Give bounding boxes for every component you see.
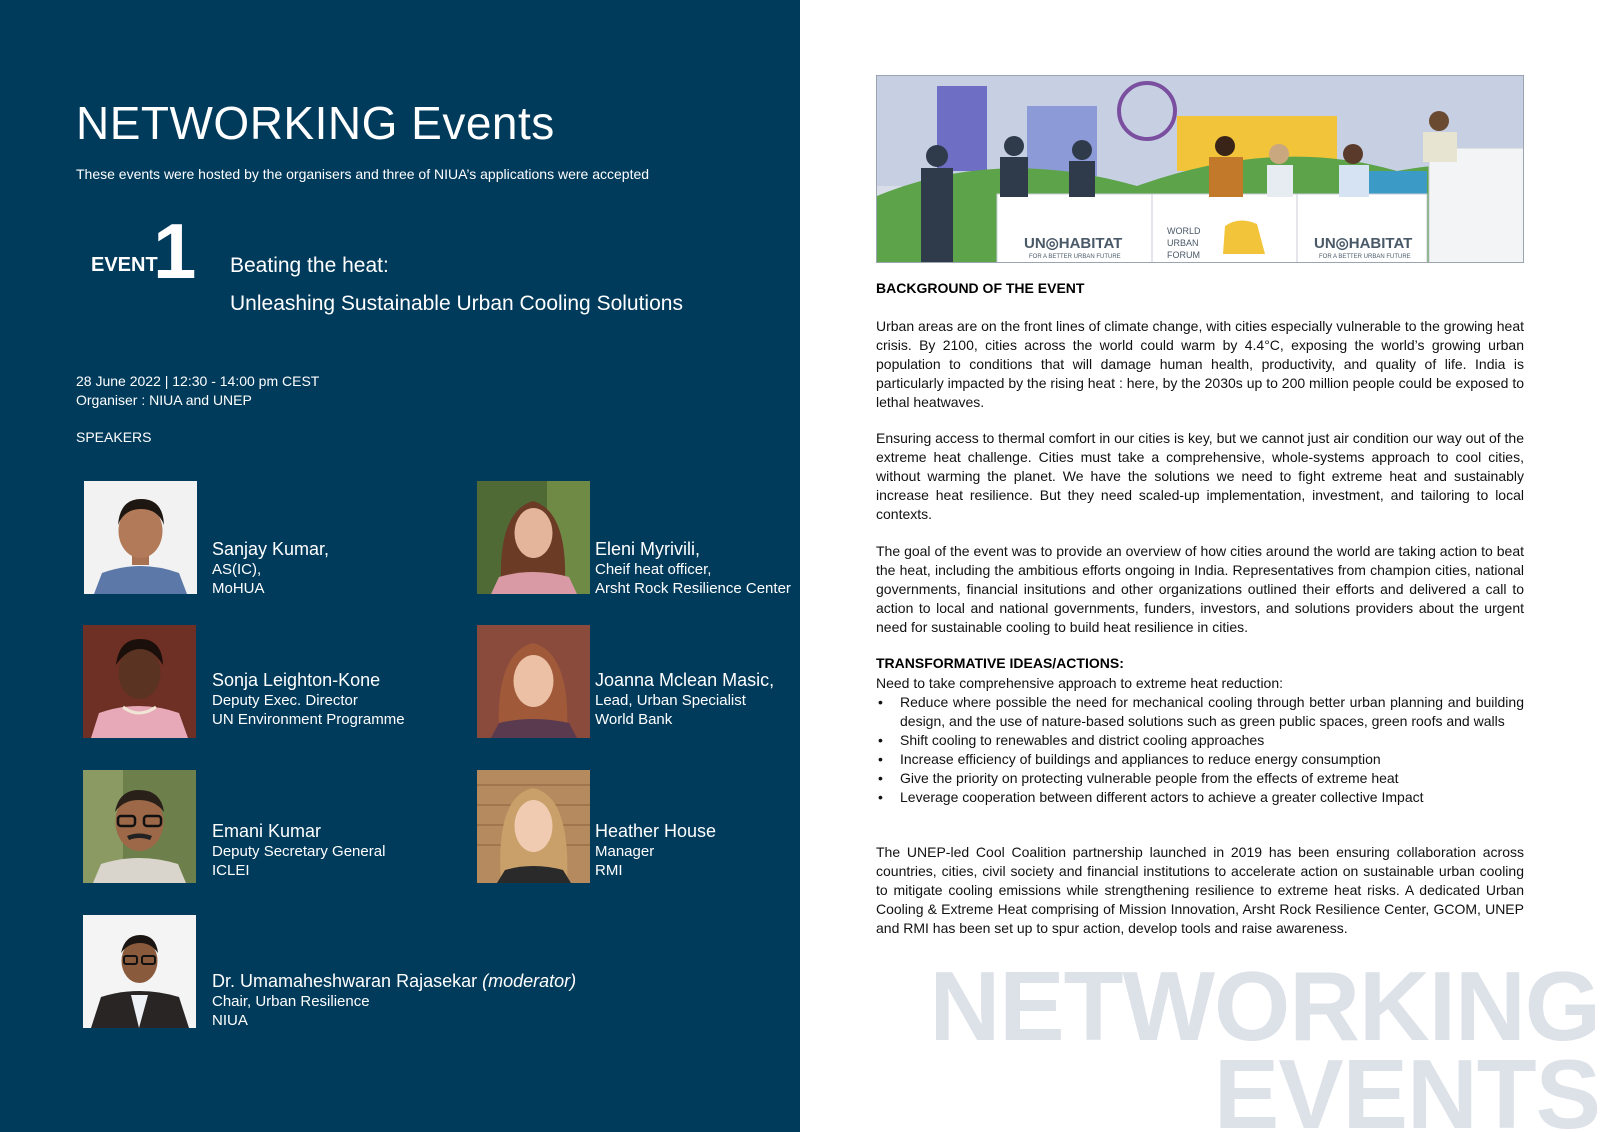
speaker-name: Emani Kumar — [212, 821, 322, 841]
watermark-line1: NETWORKING — [929, 951, 1600, 1061]
speaker-portrait-image — [477, 625, 590, 738]
photo-banner-right-sub: FOR A BETTER URBAN FUTURE — [1319, 254, 1411, 260]
speaker-photo — [83, 770, 196, 883]
speaker-role: Manager — [595, 843, 655, 860]
photo-banner-right: UN◎HABITAT — [1314, 235, 1413, 252]
event-organiser: Organiser : NIUA and UNEP — [76, 392, 252, 408]
background-paragraph-2: Ensuring access to thermal comfort in our cities is key, but we cannot just air condition our way out of the extreme heat challenge. Cities must take a comprehensive, whole-systems approach to cool cities, without warming the planet. We have the solutions we need to fight extreme heat and sustainably increase heat resilience. But they need scaled-up implementation, investment, and tailoring to local contexts. — [876, 430, 1524, 522]
speaker-photo — [83, 915, 196, 1028]
background-heading: BACKGROUND OF THE EVENT — [876, 280, 1085, 296]
speaker-org: UN Environment Programme — [212, 711, 405, 728]
speaker-role: Chair, Urban Resilience — [212, 993, 370, 1010]
speaker-role: AS(IC), — [212, 561, 262, 578]
speaker-name: Eleni Myrivili, — [595, 539, 701, 559]
right-panel — [800, 0, 1600, 1132]
speaker-name — [212, 971, 576, 992]
speaker-portrait-image — [477, 770, 590, 883]
speaker-photo — [84, 481, 197, 594]
ideas-heading: TRANSFORMATIVE IDEAS/ACTIONS: — [876, 655, 1124, 671]
speaker-portrait-image — [84, 481, 197, 594]
speaker-name: Heather House — [595, 821, 717, 841]
speaker-portrait-image — [83, 915, 196, 1028]
background-paragraph-1: Urban areas are on the front lines of climate change, with cities especially vulnerable to the growing heat crisis. By 2100, cities across the world could warm by 4.4°C, exposing the world’s growing urban population to conditions that will damage human health, productivity, and quality of life. India is particularly impacted by the rising heat : here, by the 2030s up to 200 million people could be exposed to lethal heatwaves. — [876, 318, 1524, 410]
event-number: 1 — [153, 207, 197, 295]
speaker-org: World Bank — [595, 711, 673, 728]
speaker-org: ICLEI — [212, 862, 250, 879]
event-photo — [876, 75, 1524, 263]
speaker-role: Deputy Exec. Director — [212, 692, 358, 709]
speaker-role: Cheif heat officer, — [595, 561, 712, 578]
speaker-name-text: Dr. Umamaheshwaran Rajasekar — [212, 971, 478, 991]
page-title: NETWORKING Events — [76, 97, 555, 149]
speaker-name: Sanjay Kumar, — [212, 539, 330, 559]
speaker-name: Sonja Leighton-Kone — [212, 670, 381, 690]
page-subtitle: These events were hosted by the organisers and three of NIUA’s applications were accepted — [76, 166, 650, 182]
speaker-org: RMI — [595, 862, 623, 879]
ideas-list-item: • Shift cooling to renewables and district cooling approaches — [876, 731, 1524, 750]
ideas-list-item: • Leverage cooperation between different actors to achieve a greater collective Impact — [876, 788, 1524, 807]
speaker-org: MoHUA — [212, 580, 265, 597]
speaker-photo — [477, 770, 590, 883]
ideas-intro: Need to take comprehensive approach to extreme heat reduction: — [876, 675, 1284, 691]
photo-banner-left-sub: FOR A BETTER URBAN FUTURE — [1029, 254, 1121, 260]
ideas-list-item: • Increase efficiency of buildings and appliances to reduce energy consumption — [876, 750, 1524, 769]
coalition-paragraph: The UNEP-led Cool Coalition partnership launched in 2019 has been ensuring collaboration across countries, cities, civil society and financial institutions to accelerate action on sustainable urban cooling to mitigate cooling emissions while strengthening resilience to extreme heat risks. A dedicated Urban Cooling & Extreme Heat comprising of Mission Innovation, Arsht Rock Resilience Center, GCOM, UNEP and RMI has been set up to spur action, develop tools and raise awareness. — [876, 844, 1524, 936]
speakers-heading: SPEAKERS — [76, 429, 152, 445]
photo-banner-left: UN◎HABITAT — [1024, 235, 1123, 252]
speaker-photo — [477, 481, 590, 594]
event-title-line1: Beating the heat: — [230, 254, 389, 277]
speaker-moderator-tag: (moderator) — [482, 971, 577, 991]
background-paragraph-3: The goal of the event was to provide an overview of how cities around the world are taking action to beat the heat, including the ambitious efforts ongoing in India. Representatives from champion cities, national governments, financial insitutions and other organizations outlined their efforts and delivered a call to action to local and national governments, funders, investors, and solutions providers about the urgent need for sustainable cooling to build heat resilience in cities. — [876, 543, 1524, 635]
event-label: EVENT — [91, 254, 158, 276]
photo-banner-center-2: URBAN — [1167, 238, 1199, 248]
speaker-name: Joanna Mclean Masic, — [595, 670, 775, 690]
speaker-portrait-image — [477, 481, 590, 594]
speaker-role: Lead, Urban Specialist — [595, 692, 746, 709]
speaker-org: Arsht Rock Resilience Center — [595, 580, 791, 597]
photo-banner-center-1: WORLD — [1167, 226, 1201, 236]
panel-discussion-image — [877, 76, 1524, 263]
speaker-role: Deputy Secretary General — [212, 843, 386, 860]
photo-banner-center-3: FORUM — [1167, 250, 1200, 260]
speaker-photo — [83, 625, 196, 738]
watermark-line2: EVENTS — [1213, 1039, 1600, 1132]
ideas-list — [876, 693, 1524, 807]
speaker-portrait-image — [83, 770, 196, 883]
event-date: 28 June 2022 | 12:30 - 14:00 pm CEST — [76, 373, 320, 389]
speaker-photo — [477, 625, 590, 738]
ideas-list-item: • Reduce where possible the need for mechanical cooling through better urban planning and building design, and the use of nature-based solutions such as green public spaces, green roofs and walls — [876, 693, 1524, 731]
event-title-line2: Unleashing Sustainable Urban Cooling Solutions — [230, 292, 683, 315]
speaker-portrait-image — [83, 625, 196, 738]
speaker-org: NIUA — [212, 1012, 248, 1029]
ideas-list-item: • Give the priority on protecting vulnerable people from the effects of extreme heat — [876, 769, 1524, 788]
